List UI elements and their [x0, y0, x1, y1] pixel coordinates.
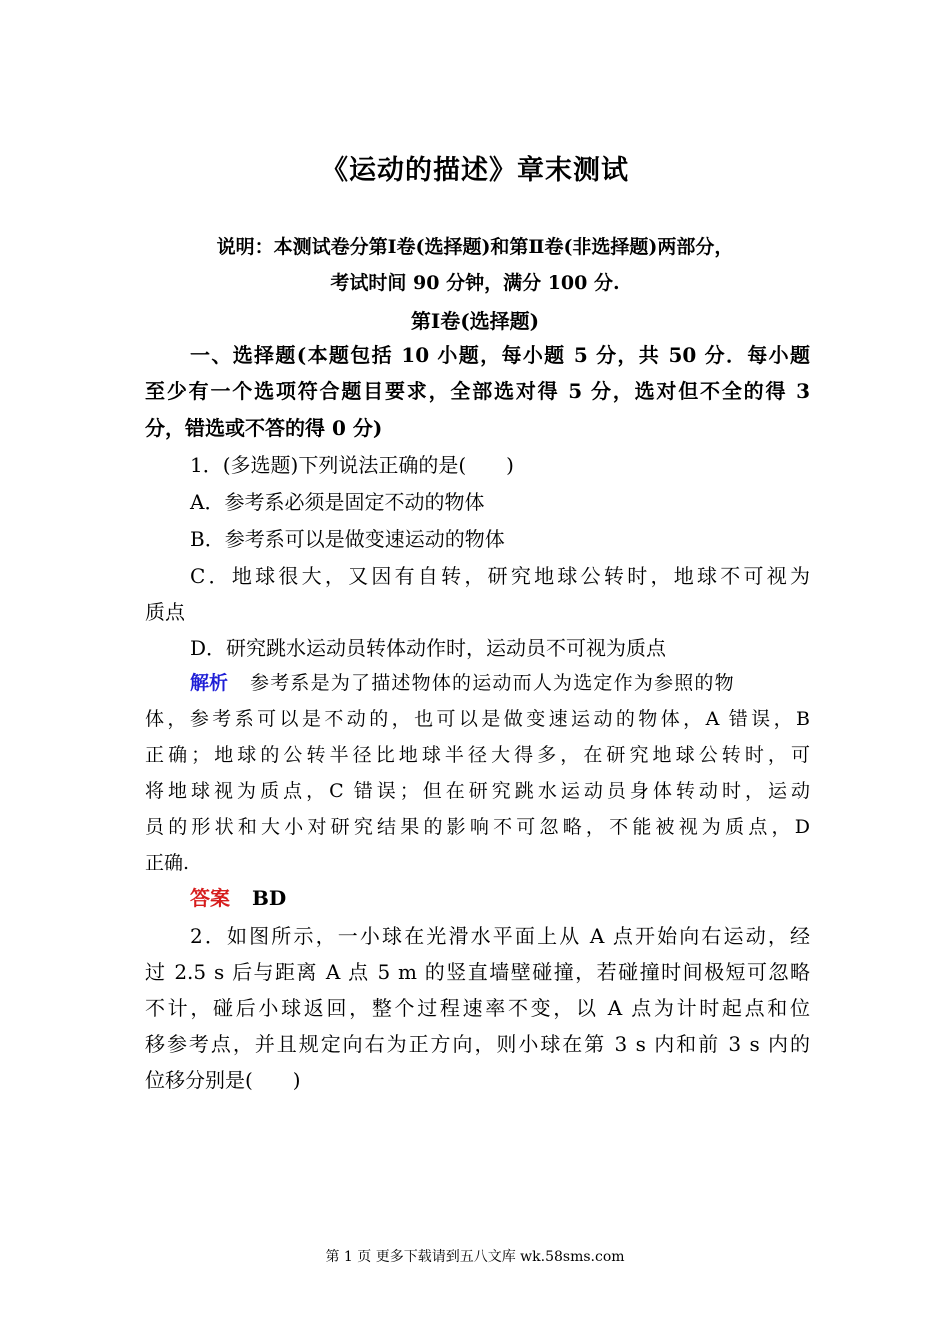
question-1-answer	[190, 888, 810, 908]
page-footer: 第 1 页 更多下载请到五八文库 wk.58sms.com	[325, 1249, 625, 1265]
answer-label: 答案	[190, 886, 230, 910]
page-title: 《运动的描述》章末测试	[321, 155, 629, 186]
note-line-2: 考试时间 90 分钟，满分 100 分.	[330, 272, 620, 294]
question-2-line-1: 2．如图所示，一小球在光滑水平面上从 A 点开始向右运动，经	[190, 924, 810, 948]
question-1-option-c-cont: 质点	[145, 600, 185, 624]
volume-heading: 第Ⅰ卷(选择题)	[410, 309, 540, 333]
note-line-1: 说明：本测试卷分第Ⅰ卷(选择题)和第Ⅱ卷(非选择题)两部分，	[216, 236, 734, 258]
question-1-option-d: D．研究跳水运动员转体动作时，运动员不可视为质点	[190, 636, 667, 660]
question-2-line-5: 位移分别是( )	[145, 1068, 301, 1092]
question-1-analysis-line-1	[190, 674, 810, 693]
question-1-option-a: A．参考系必须是固定不动的物体	[190, 490, 485, 514]
question-1-analysis-line-2: 体，参考系可以是不动的，也可以是做变速运动的物体，A 错误，B	[145, 708, 810, 730]
question-2-line-4: 移参考点，并且规定向右为正方向，则小球在第 3 s 内和前 3 s 内的	[145, 1032, 810, 1056]
section-instruction-line-1: 一、选择题(本题包括 10 小题，每小题 5 分，共 50 分．每小题	[190, 343, 810, 367]
analysis-label: 解析	[190, 672, 229, 694]
section-instruction-line-2: 至少有一个选项符合题目要求，全部选对得 5 分，选对但不全的得 3	[145, 379, 810, 403]
question-1-analysis-line-4: 将地球视为质点，C 错误；但在研究跳水运动员身体转动时，运动	[145, 780, 810, 802]
question-2-line-3: 不计，碰后小球返回，整个过程速率不变，以 A 点为计时起点和位	[145, 996, 810, 1020]
question-1-analysis-line-6: 正确.	[145, 852, 190, 874]
question-1-stem: 1．(多选题)下列说法正确的是( )	[190, 453, 514, 477]
question-2-line-2: 过 2.5 s 后与距离 A 点 5 m 的竖直墙壁碰撞，若碰撞时间极短可忽略	[145, 960, 810, 984]
question-1-option-c: C．地球很大，又因有自转，研究地球公转时，地球不可视为	[190, 564, 810, 588]
section-instruction-line-3: 分，错选或不答的得 0 分)	[145, 416, 383, 440]
answer-value: BD	[252, 886, 287, 910]
question-1-option-b: B．参考系可以是做变速运动的物体	[190, 527, 505, 551]
question-1-analysis-line-5: 员的形状和大小对研究结果的影响不可忽略，不能被视为质点，D	[145, 816, 810, 838]
question-1-analysis-line-3: 正确；地球的公转半径比地球半径大得多，在研究地球公转时，可	[145, 744, 810, 766]
analysis-text: 参考系是为了描述物体的运动而人为选定作为参照的物	[250, 672, 735, 694]
